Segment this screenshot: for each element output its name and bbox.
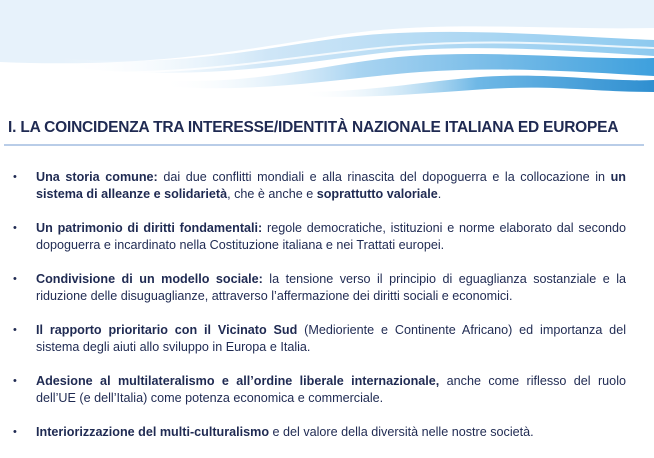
bullet-text (36, 221, 626, 252)
bullet-body: regole democratiche, istituzioni e norme elaborato dal secondo dopoguerra e incardinato nella Costituzione italiana e nei Trattati europei. (36, 221, 626, 252)
bullet-text (36, 272, 626, 303)
bullet-item-multilateralismo (0, 373, 654, 407)
bullet-text (36, 170, 626, 201)
bullet-marker: • (13, 222, 17, 234)
slide-title: I. LA COINCIDENZA TRA INTERESSE/IDENTITÀ NAZIONALE ITALIANA ED EUROPEA (8, 119, 619, 136)
bullet-emphasis: Un patrimonio di diritti fondamentali: (36, 221, 263, 235)
bullet-item-vicinato-sud (0, 322, 654, 356)
bullet-emphasis: Una storia comune: (36, 170, 158, 184)
bullet-body: . (437, 187, 442, 201)
bullet-body: anche come riflesso del ruolo dell’UE (e dell’Italia) come potenza economica e commerciale. (36, 374, 626, 405)
bullet-marker: • (13, 426, 17, 438)
bullet-body: la tensione verso il principio di eguaglianza sostanziale e la riduzione delle disuguaglianze, attraverso l’affermazione dei diritti sociali e economici. (36, 272, 626, 303)
bullet-body: e del valore della diversità nelle nostre società. (269, 425, 534, 439)
bullet-text (36, 425, 534, 439)
bullet-text (36, 323, 626, 354)
bullet-item-diritti (0, 220, 654, 254)
bullet-emphasis: un sistema di alleanze e solidarietà (36, 170, 626, 201)
bullet-text (36, 374, 626, 405)
bullet-body: dai due conflitti mondiali e alla rinascita del dopoguerra e la collocazione in (157, 170, 611, 184)
bullet-item-storia (0, 169, 654, 203)
bullet-item-modello-sociale (0, 271, 654, 305)
wave-band-dark (300, 76, 654, 97)
bullet-body: (Medioriente e Continente Africano) ed importanza del sistema degli aiuti allo sviluppo in Europa e Italia. (36, 323, 626, 354)
bullet-list (0, 169, 654, 458)
bullet-emphasis: Adesione al multilateralismo e all’ordine liberale internazionale, (36, 374, 440, 388)
bullet-emphasis: Condivisione di un modello sociale: (36, 272, 263, 286)
title-divider (4, 144, 644, 146)
bullet-marker: • (13, 171, 17, 183)
bullet-item-multiculturalismo (0, 424, 654, 441)
bullet-marker: • (13, 375, 17, 387)
bullet-body: , che è anche e (227, 187, 317, 201)
wave-header-decoration (0, 0, 654, 100)
bullet-marker: • (13, 273, 17, 285)
bullet-emphasis: Interiorizzazione del multi-culturalismo (36, 425, 270, 439)
bullet-marker: • (13, 324, 17, 336)
bullet-emphasis: soprattutto valoriale (316, 187, 438, 201)
bullet-emphasis: Il rapporto prioritario con il Vicinato Sud (36, 323, 298, 337)
